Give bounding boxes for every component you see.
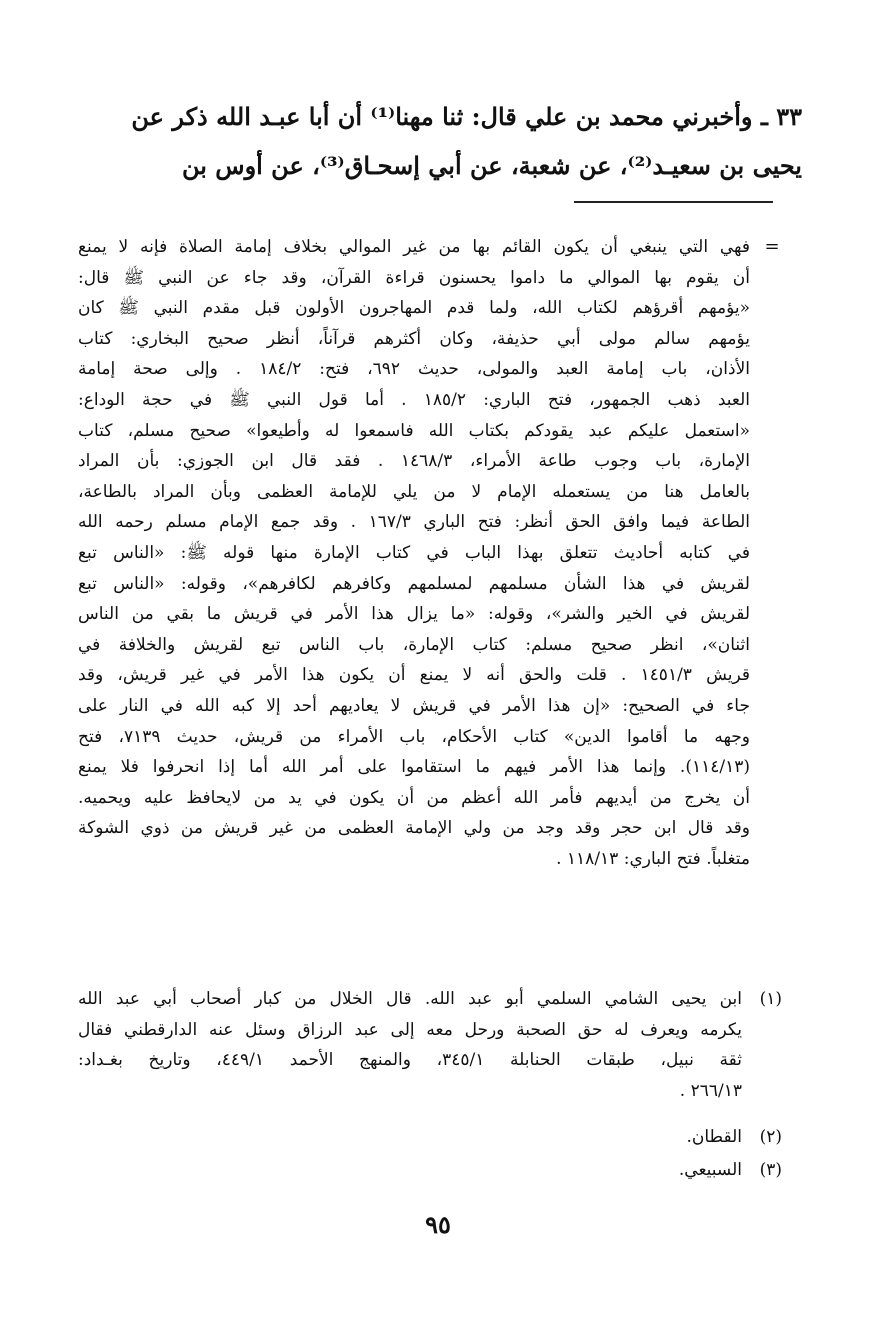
footnote-line: يكرمه ويعرف له حق الصحبة ورحل معه إلى عبد الرزاق وسئل عنه الدارقطني فقال: [78, 1019, 742, 1040]
footnote-separator: [574, 201, 773, 203]
footnote-line: ثقة نبيل، طبقات الحنابلة ٣٤٥/١، والمنهج الأحمد ٤٤٩/١، وتاريخ بغـداد:: [78, 1050, 742, 1071]
footnote-3: [78, 1155, 782, 1186]
footnote-line: «يؤمهم أقرؤهم لكتاب الله، ولما قدم المهاجرون الأولون قبل مقدم النبي ﷺ كان: [78, 298, 750, 319]
footnote-number: (٢): [759, 1127, 782, 1147]
footnote-line: قريش ١٤٥١/٣ . قلت والحق أنه لا يمنع أن يكون هذا الأمر في غير قريش، وقد: [78, 665, 750, 686]
footnote-body: [78, 1155, 742, 1186]
footnote-line: بالعامل هنا من يستعمله الإمام لا من يلي للإمامة العظمى وبأن المراد بالطاعة،: [78, 481, 750, 502]
footnote-line: لقريش في هذا الشأن مسلمهم لمسلمهم وكافرهم لكافرهم»، وقوله: «الناس تبع: [78, 573, 750, 594]
footnote-line: اثنان»، انظر صحيح مسلم: كتاب الإمارة، باب الناس تبع لقريش والخلافة في: [78, 634, 750, 655]
main-text-line: يحيى بن سعيـد⁽²⁾، عن شعبة، عن أبي إسحـاق⁽³⁾، عن أوس بن: [181, 151, 802, 180]
footnote-number: (١): [759, 989, 782, 1009]
footnote-line: ابن يحيى الشامي السلمي أبو عبد الله. قال الخلال من كبار أصحاب أبي عبد الله: [78, 989, 742, 1009]
footnote-line: «استعمل عليكم عبد يقودكم بكتاب الله فاسمعوا له وأطيعوا» صحيح مسلم، كتاب: [78, 420, 750, 441]
footnote-line: (١١٤/١٣). وإنما هذا الأمر فيهم ما استقاموا على أمر الله أما إذا انحرفوا فلا يمنع: [78, 757, 750, 778]
footnote-line: لقريش في الخير والشر»، وقوله: «ما يزال هذا الأمر في قريش ما بقي من الناس: [78, 604, 750, 625]
footnote-line: في كتابه أحاديث تتعلق بهذا الباب في كتاب الإمارة منها قوله ﷺ: «الناس تبع: [78, 542, 750, 563]
page-number: ٩٥: [425, 1210, 451, 1239]
continuation-marker: =: [764, 236, 780, 257]
footnote-line: يؤمهم سالم مولى أبي حذيفة، وكان أكثرهم قرآناً، أنظر صحيح البخاري: كتاب: [78, 328, 750, 349]
footnote-line: فهي التي ينبغي أن يكون القائم بها من غير الموالي بخلاف إمامة الصلاة فإنه لا يمنع: [78, 237, 750, 257]
footnote-continuation: [78, 232, 750, 874]
footnote-line: القطان.: [686, 1127, 742, 1147]
footnote-line: وجهه ما أقاموا الدين» كتاب الأحكام، باب الأمراء من قريش، حديث ٧١٣٩، فتح: [78, 726, 750, 747]
footnote-line: متغلباً. فتح الباري: ١١٨/١٣ .: [556, 848, 750, 869]
footnote-line: الإمارة، باب وجوب طاعة الأمراء، ١٤٦٨/٣ . فقد قال ابن الجوزي: بأن المراد: [78, 451, 750, 472]
footnote-line: وقد قال ابن حجر وقد وجد من ولي الإمامة العظمى من غير قريش من ذوي الشوكة: [78, 818, 750, 839]
footnote-line: أن يقوم بها الموالي ما داموا يحسنون قراءة القرآن، وقد جاء عن النبي ﷺ قال:: [78, 267, 750, 288]
footnote-line: أن يخرج من أيديهم فأمر الله أعظم من أن يكون في يد من لايحافظ عليه ويحميه.: [78, 787, 750, 808]
footnote-line: الأذان، باب إمامة العبد والمولى، حديث ٦٩٢، فتح: ١٨٤/٢ . وإلى صحة إمامة: [78, 359, 750, 380]
main-text-line: ٣٣ ـ وأخبرني محمد بن علي قال: ثنا مهنا⁽¹⁾ أن أبا عبـد الله ذكر عن: [131, 102, 802, 131]
footnote-number: (٣): [759, 1160, 782, 1180]
footnote-line: العبد ذهب الجمهور، فتح الباري: ١٨٥/٢ . أما قول النبي ﷺ في حجة الوداع:: [78, 389, 750, 410]
footnote-body: [78, 984, 742, 1106]
main-text: [80, 92, 802, 190]
footnote-1: [78, 984, 782, 1108]
footnote-body: [78, 1122, 742, 1153]
footnote-line: جاء في الصحيح: «إن هذا الأمر في قريش لا يعاديهم أحد إلا كبه الله في النار على: [78, 695, 750, 716]
footnote-line: الطاعة فيما وافق الحق أنظر: فتح الباري ١٦٧/٣ . وقد جمع الإمام مسلم رحمه الله: [78, 512, 750, 533]
footnote-2: [78, 1122, 782, 1153]
footnote-line: ٢٦٦/١٣ .: [679, 1080, 742, 1101]
footnote-line: السبيعي.: [678, 1160, 742, 1180]
